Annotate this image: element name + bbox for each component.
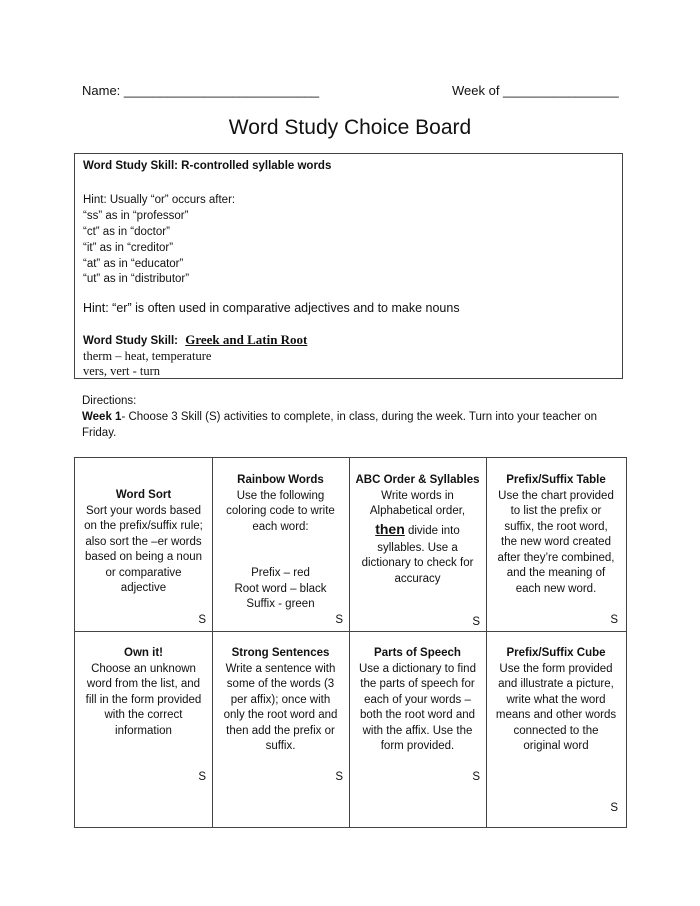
activity-line: and the meaning of — [506, 567, 606, 579]
skill-flag: S — [472, 616, 480, 628]
activity-line: Sort your words based — [85, 504, 202, 517]
activity-line: with the correct — [104, 709, 183, 721]
hint-item: “it” as in “creditor” — [83, 242, 174, 254]
directions-week: Week 1 — [82, 411, 122, 423]
activity-abc-order — [349, 458, 486, 631]
activity-line: original word — [523, 740, 589, 752]
choice-board-grid — [74, 457, 627, 828]
activity-line: Use the following — [236, 489, 325, 502]
activity-line: suffix. — [265, 740, 296, 752]
activity-title: Rainbow Words — [237, 474, 324, 486]
skill-box — [74, 153, 623, 379]
activity-line: then add the prefix or — [226, 724, 335, 737]
activity-line: Prefix – red — [251, 567, 310, 579]
skill-flag: S — [610, 802, 618, 814]
hint-item: “ut” as in “distributor” — [83, 273, 190, 285]
activity-line: Root word – black — [234, 582, 327, 595]
activity-line: each of your words – — [364, 693, 471, 706]
directions-body: - Choose 3 Skill (S) activities to complete, in class, during the week. Turn into your teacher on — [121, 411, 597, 423]
activity-line: Use a dictionary to find — [359, 662, 476, 675]
activity-title: Prefix/Suffix Table — [506, 474, 606, 486]
activity-title: ABC Order & Syllables — [355, 474, 480, 486]
week-field-label: Week of ________________ — [452, 83, 619, 98]
activity-line: suffix, the root word, — [504, 520, 608, 533]
activity-title: Strong Sentences — [231, 647, 330, 659]
hint-item: “ct” as in “doctor” — [83, 226, 170, 238]
activity-line: adjective — [120, 582, 167, 594]
activity-prefix-suffix-table — [486, 458, 626, 631]
skill1-hint2: Hint: “er” is often used in comparative adjectives and to make nouns — [83, 301, 460, 315]
activity-line: Use the chart provided — [498, 489, 614, 502]
skill2-topic: Greek and Latin Root — [185, 332, 308, 347]
activity-line: information — [115, 724, 172, 737]
root-line: vers, vert - turn — [83, 364, 161, 378]
activity-line: dictionary to check for — [361, 557, 474, 569]
activity-line: with the affix. Use the — [362, 724, 473, 737]
skill-flag: S — [198, 771, 206, 783]
activity-rainbow-words — [212, 458, 349, 631]
activity-line: Use the form provided — [499, 662, 613, 675]
activity-line: Write words in — [381, 489, 454, 502]
activity-word-sort — [75, 458, 212, 631]
activity-line: the parts of speech for — [360, 678, 475, 690]
skill-flag: S — [198, 614, 206, 626]
activity-line: some of the words (3 — [226, 678, 335, 690]
page-title: Word Study Choice Board — [228, 116, 472, 139]
skill-flag: S — [472, 771, 480, 783]
skill1-hint1: Hint: Usually “or” occurs after: — [83, 194, 236, 206]
activity-line: on the prefix/suffix rule; — [84, 520, 203, 532]
activity-strong-sentences — [212, 632, 349, 827]
activity-own-it — [75, 632, 212, 827]
activity-line: based on being a noun — [84, 551, 203, 563]
name-field-label: Name: ___________________________ — [82, 83, 320, 98]
activity-line: fill in the form provided — [85, 693, 202, 706]
root-line: therm – heat, temperature — [83, 349, 212, 363]
activity-line: each word: — [252, 520, 309, 533]
activity-line: coloring code to write — [226, 505, 335, 517]
activity-line: divide into — [404, 524, 460, 537]
activity-line: each new word. — [515, 582, 597, 595]
activity-line: Choose an unknown — [91, 662, 196, 675]
activity-line: also sort the –er words — [85, 535, 202, 548]
activity-title: Own it! — [124, 647, 163, 659]
activity-title: Word Sort — [115, 489, 172, 501]
hint-item: “ss” as in “professor” — [83, 210, 189, 222]
hint-item: “at” as in “educator” — [83, 258, 184, 270]
directions-text — [82, 411, 642, 423]
directions-label: Directions: — [82, 395, 137, 407]
activity-line: both the root word and — [359, 709, 476, 721]
activity-line: write what the word — [506, 693, 606, 706]
activity-line: means and other words — [495, 709, 617, 721]
activity-line: syllables. Use a — [377, 541, 458, 554]
activity-line: accuracy — [394, 572, 441, 585]
activity-line: Write a sentence with — [225, 662, 336, 675]
activity-line: per affix); once with — [230, 693, 331, 706]
activity-title: Parts of Speech — [374, 647, 461, 659]
activity-line: word from the list, and — [86, 678, 201, 690]
skill-flag: S — [335, 771, 343, 783]
then-emphasis: then — [375, 520, 405, 537]
activity-line: and illustrate a picture, — [498, 678, 614, 690]
activity-prefix-suffix-cube — [486, 632, 626, 827]
activity-line: form provided. — [380, 740, 455, 752]
activity-line: Alphabetical order, — [369, 505, 466, 517]
activity-line: Suffix - green — [246, 598, 315, 610]
activity-line: connected to the — [513, 724, 599, 737]
skill-flag: S — [610, 614, 618, 626]
skill2-heading-label: Word Study Skill: — [83, 335, 178, 347]
activity-line: the new word created — [501, 536, 611, 548]
activity-line: or comparative — [105, 566, 182, 579]
activity-title: Prefix/Suffix Cube — [506, 647, 606, 659]
activity-line: only the root word and — [223, 709, 338, 721]
activity-parts-of-speech — [349, 632, 486, 827]
activity-line: to list the prefix or — [510, 505, 602, 517]
directions-text2: Friday. — [82, 427, 117, 439]
activity-line: after they’re combined, — [497, 551, 615, 564]
skill2-heading — [83, 332, 307, 348]
skill-flag: S — [335, 614, 343, 626]
skill1-heading: Word Study Skill: R-controlled syllable words — [83, 160, 332, 172]
